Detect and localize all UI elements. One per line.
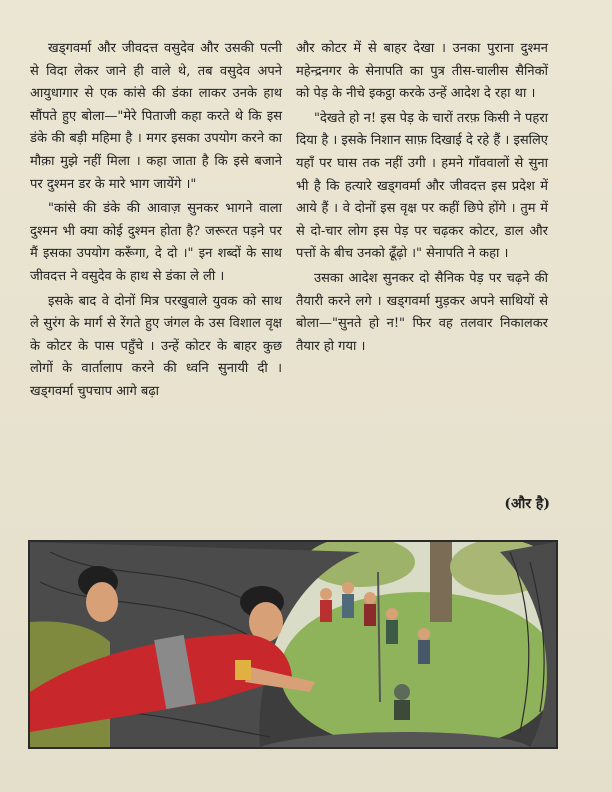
paragraph: "देखते हो न! इस पेड़ के चारों तरफ़ किसी ने पहरा दिया है । इसके निशान साफ़ दिखाई दे रहे हैं । इसलिए यहाँ पर घास तक नहीं उगी । हमने गाँववालों से सुना भी है कि हत्यारे खड्गवर्मा और जीवदत्त इस प्रदेश में आये हैं । वे दोनों इस वृक्ष पर कहीं छिपे होंगे । तुम में से दो-चार लोग इस पेड़ पर चढ़कर कोटर, डाल और पत्तों के बीच उनको ढूँढ़ो ।" सेनापति ने कहा ।: [296, 110, 548, 262]
right-text-column: [296, 38, 548, 360]
paragraph: खड्गवर्मा और जीवदत्त वसुदेव और उसकी पत्नी से विदा लेकर जाने ही वाले थे, तब वसुदेव अपने आयुधागार से एक कांसे की डंका लाकर उनके हाथ सौंपते हुए बोला—"मेरे पिताजी कहा करते थे कि इस डंके की बड़ी महिमा है । मगर इसका उपयोग करने का मौक़ा मुझे नहीं मिला । कहा जाता है कि इसे बजाने पर दुश्मन डर के मारे भाग जायेंगे ।": [30, 41, 282, 192]
illustration-art: [30, 542, 556, 747]
continued-label: (और है): [504, 496, 550, 512]
paragraph: "कांसे की डंके की आवाज़ सुनकर भागने वाला दुश्मन भी क्या कोई दुश्मन होता है? जरूरत पड़ने पर मैं इसका उपयोग करूँगा, दे दो ।" इन शब्दों के साथ जीवदत्त ने वसुदेव के हाथ से डंका ले ली ।: [30, 201, 282, 284]
paragraph: इसके बाद वे दोनों मित्र परखुवाले युवक को साथ ले सुरंग के मार्ग से रेंगते हुए जंगल के उस विशाल वृक्ष के कोटर के पास पहुँचे । उन्हें कोटर के बाहर कुछ लोगों के वार्तालाप करने की ध्वनि सुनायी दी । खड्गवर्मा चुपचाप आगे बढ़ा: [30, 293, 282, 399]
paragraph: उसका आदेश सुनकर दो सैनिक पेड़ पर चढ़ने की तैयारी करने लगे । खड्गवर्मा मुड़कर अपने साथियों से बोला—"सुनते हो न!" फिर वह तलवार निकालकर तैयार हो गया ।: [296, 270, 548, 354]
paragraph: और कोटर में से बाहर देखा । उनका पुराना दुश्मन महेन्द्रनगर के सेनापति का पुत्र तीस-चालीस सैनिकों को पेड़ के नीचे इकट्ठा करके उन्हें आदेश दे रहा था ।: [296, 41, 548, 102]
story-illustration: [28, 540, 558, 749]
left-text-column: [30, 38, 282, 406]
